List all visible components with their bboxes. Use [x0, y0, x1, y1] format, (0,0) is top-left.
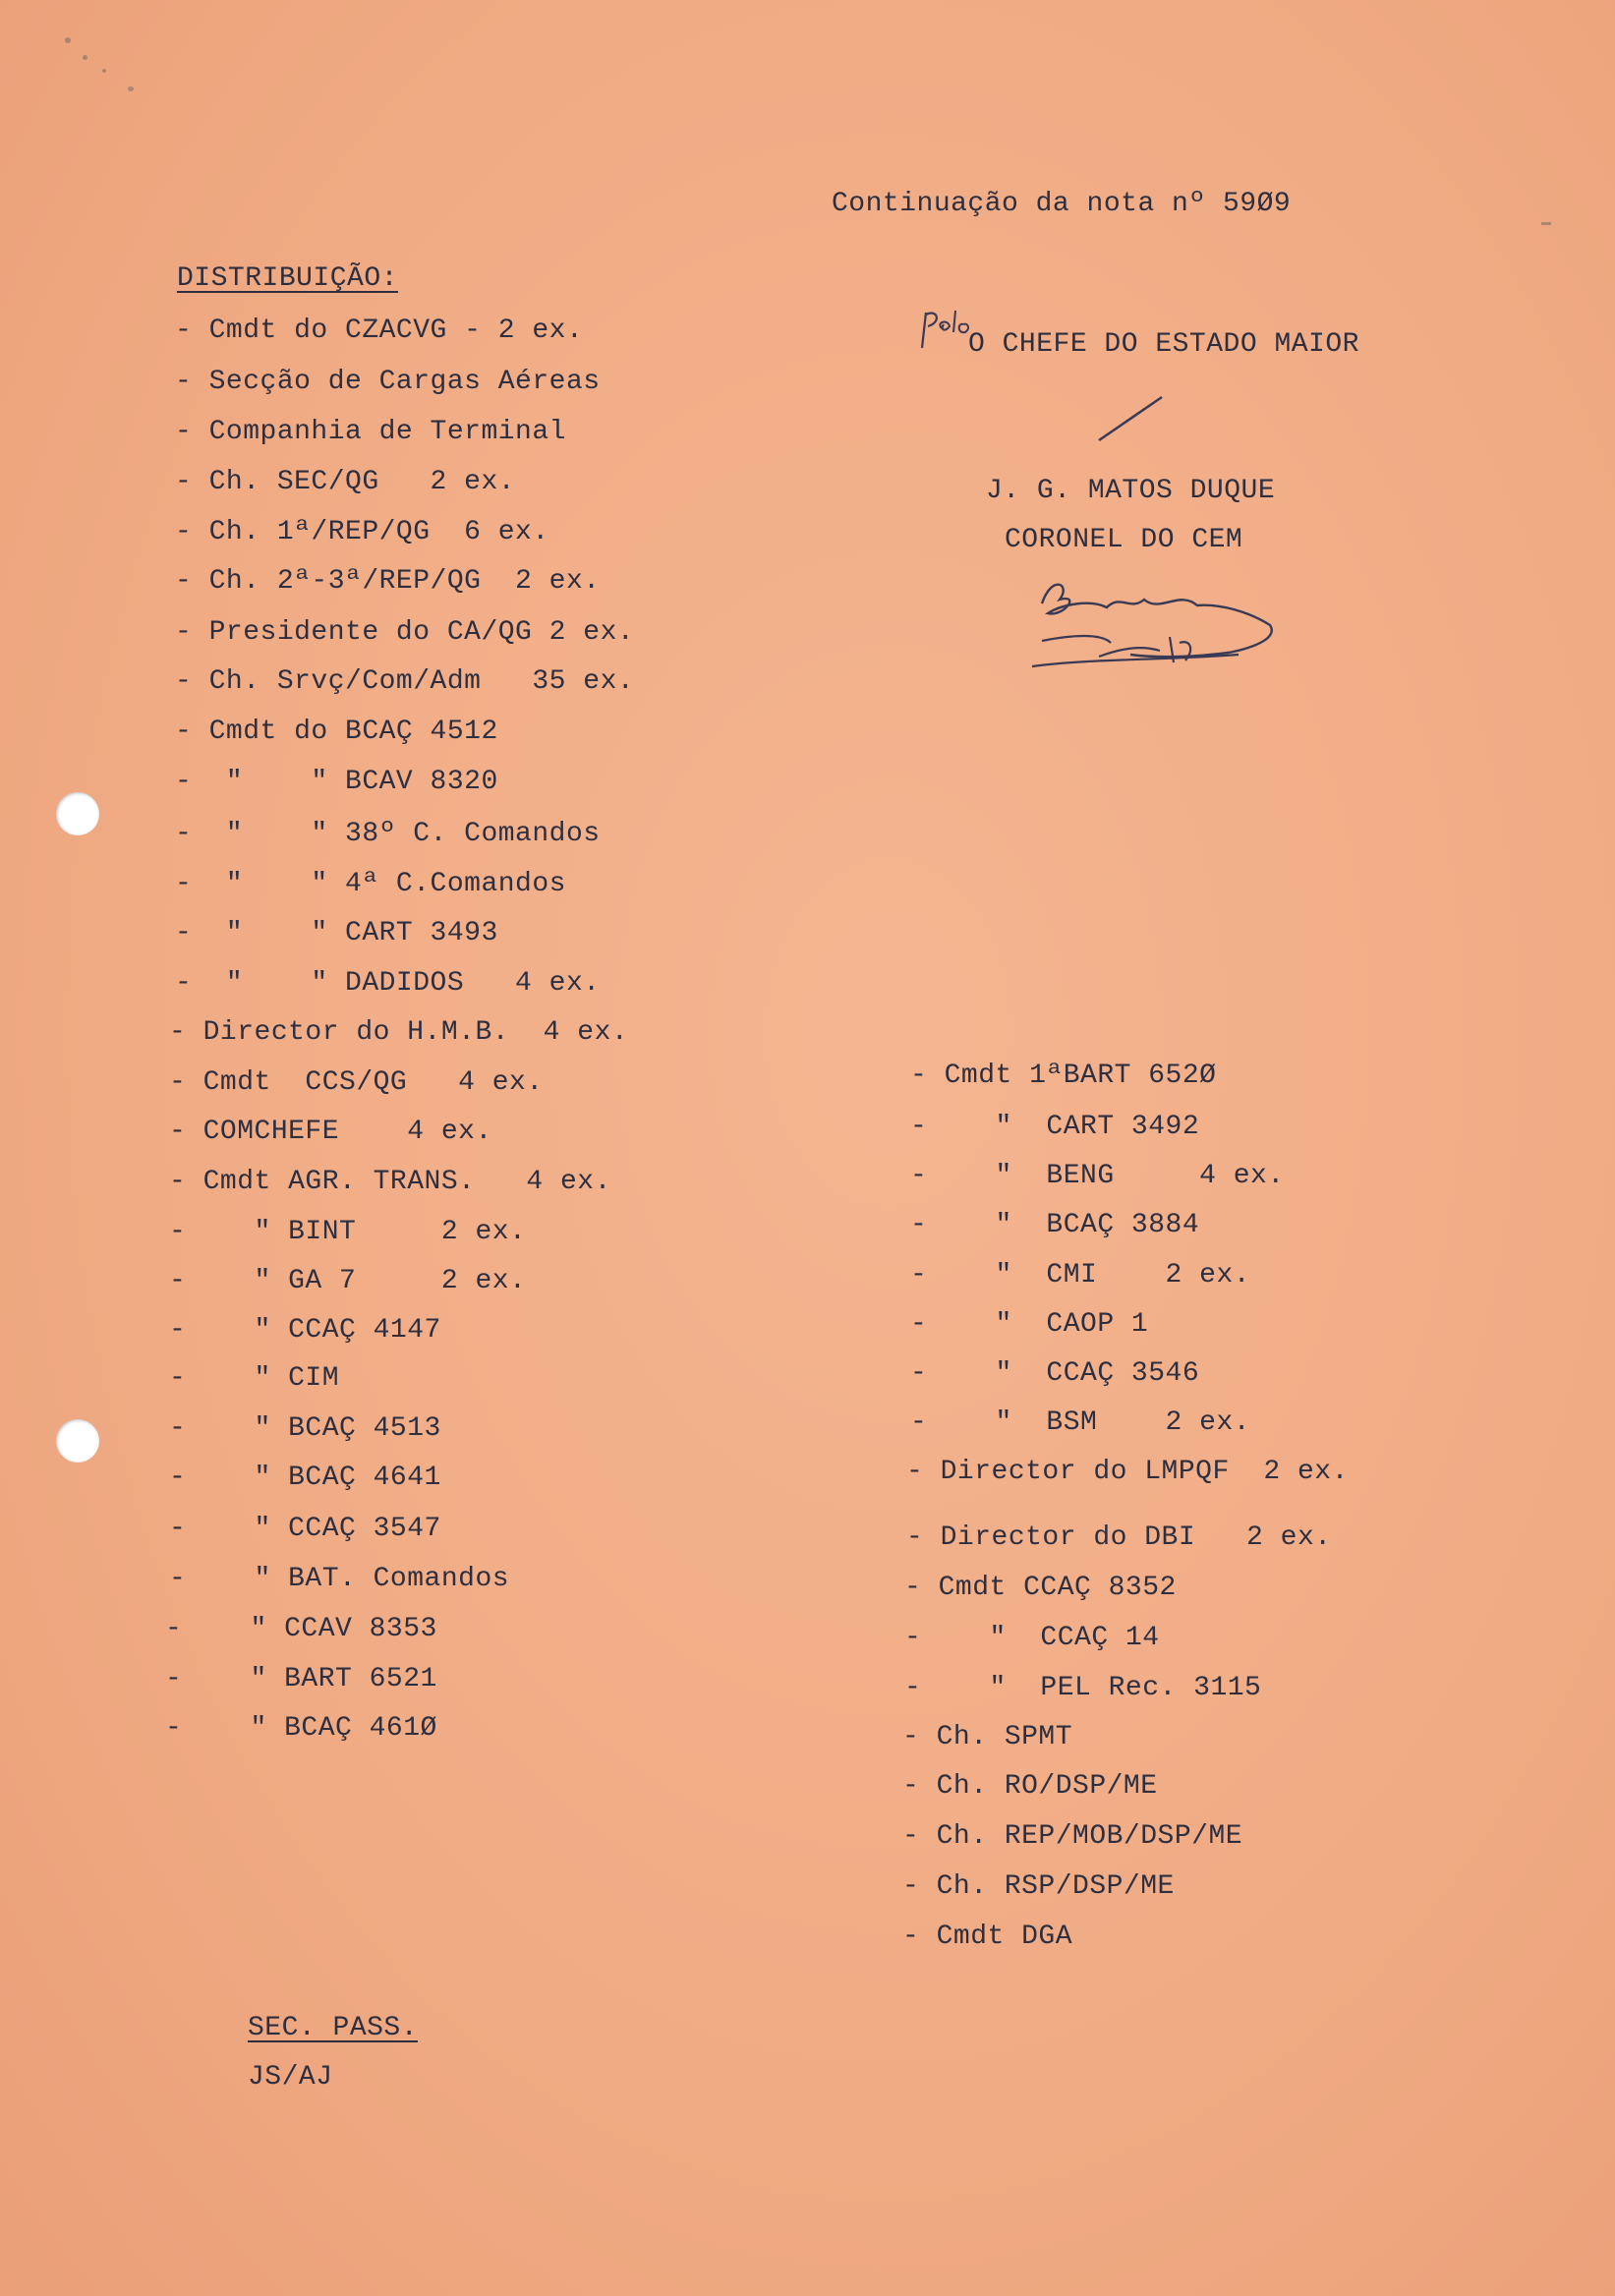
punch-hole-bottom [56, 1419, 99, 1463]
right-list-item: - Cmdt 1ªBART 652Ø [910, 1061, 1217, 1091]
left-list-item: - Cmdt do CZACVG - 2 ex. [175, 316, 584, 346]
left-list-item: - Cmdt AGR. TRANS. 4 ex. [169, 1167, 611, 1197]
section-reference: SEC. PASS. [248, 2013, 419, 2043]
left-list-item: - " BCAÇ 4641 [169, 1463, 441, 1493]
left-list-item: - " BAT. Comandos [169, 1564, 510, 1594]
right-list-item: - " BSM 2 ex. [910, 1407, 1251, 1438]
left-list-item: - Ch. Srvç/Com/Adm 35 ex. [175, 666, 635, 697]
right-list-item: - " BCAÇ 3884 [910, 1210, 1200, 1240]
left-list-item: - " " CART 3493 [175, 918, 498, 948]
left-list-item: - Cmdt CCS/QG 4 ex. [169, 1067, 544, 1098]
left-list-item: - " " DADIDOS 4 ex. [175, 968, 601, 999]
left-list-item: - " BCAÇ 4513 [169, 1413, 441, 1444]
right-list-item: - Director do DBI 2 ex. [906, 1522, 1332, 1553]
right-list-item: - " BENG 4 ex. [910, 1161, 1285, 1191]
left-list-item: - Presidente do CA/QG 2 ex. [175, 617, 635, 648]
signatory-rank: CORONEL DO CEM [1005, 525, 1243, 555]
left-list-item: - Cmdt do BCAÇ 4512 [175, 717, 498, 747]
punch-hole-top [56, 792, 99, 835]
pelo-handwritten-mark [916, 305, 975, 354]
left-list-item: - " BART 6521 [165, 1664, 437, 1694]
right-list-item: - Ch. SPMT [902, 1722, 1073, 1752]
paper-scuff-mark [1541, 222, 1551, 225]
right-list-item: - " CAOP 1 [910, 1309, 1149, 1340]
left-list-item: - Ch. SEC/QG 2 ex. [175, 467, 516, 497]
left-list-item: - " CCAÇ 4147 [169, 1315, 441, 1346]
left-list-item: - " GA 7 2 ex. [169, 1266, 527, 1296]
left-list-item: - " CCAV 8353 [165, 1614, 437, 1644]
left-list-item: - " CIM [169, 1363, 340, 1394]
signature-title: O CHEFE DO ESTADO MAIOR [968, 329, 1359, 360]
right-list-item: - Ch. RSP/DSP/ME [902, 1871, 1175, 1902]
left-list-item: - Director do H.M.B. 4 ex. [169, 1017, 629, 1048]
left-list-item: - " CCAÇ 3547 [169, 1514, 441, 1544]
right-list-item: - " CMI 2 ex. [910, 1260, 1251, 1291]
left-list-item: - " " 4ª C.Comandos [175, 869, 566, 899]
right-list-item: - Cmdt CCAÇ 8352 [904, 1573, 1177, 1603]
right-list-item: - " PEL Rec. 3115 [904, 1673, 1262, 1703]
right-list-item: - Ch. REP/MOB/DSP/ME [902, 1821, 1243, 1852]
paper-scuff-mark [128, 86, 134, 91]
left-list-item: - " " 38º C. Comandos [175, 819, 601, 849]
right-list-item: - Director do LMPQF 2 ex. [906, 1457, 1349, 1487]
left-list-item: - Companhia de Terminal [175, 417, 566, 447]
left-list-item: - " BINT 2 ex. [169, 1217, 527, 1247]
distribution-heading: DISTRIBUIÇÃO: [177, 263, 398, 294]
right-list-item: - Ch. RO/DSP/ME [902, 1771, 1158, 1802]
right-list-item: - Cmdt DGA [902, 1922, 1073, 1952]
left-list-item: - COMCHEFE 4 ex. [169, 1117, 492, 1147]
handwritten-signature [1012, 564, 1288, 682]
right-list-item: - " CART 3492 [910, 1112, 1200, 1142]
right-list-item: - " CCAÇ 14 [904, 1623, 1160, 1653]
left-list-item: - Ch. 2ª-3ª/REP/QG 2 ex. [175, 566, 601, 597]
right-list-item: - " CCAÇ 3546 [910, 1358, 1200, 1389]
signatory-name: J. G. MATOS DUQUE [986, 476, 1276, 506]
left-list-item: - " BCAÇ 461Ø [165, 1713, 437, 1744]
left-list-item: - Ch. 1ª/REP/QG 6 ex. [175, 517, 549, 547]
typist-initials: JS/AJ [248, 2062, 333, 2093]
continuation-note-header: Continuação da nota nº 59Ø9 [832, 189, 1292, 219]
signature-stroke-mark [1093, 391, 1172, 450]
paper-scuff-mark [65, 37, 71, 43]
paper-scuff-mark [102, 69, 106, 73]
left-list-item: - Secção de Cargas Aéreas [175, 367, 601, 397]
left-list-item: - " " BCAV 8320 [175, 767, 498, 797]
paper-scuff-mark [83, 55, 87, 60]
